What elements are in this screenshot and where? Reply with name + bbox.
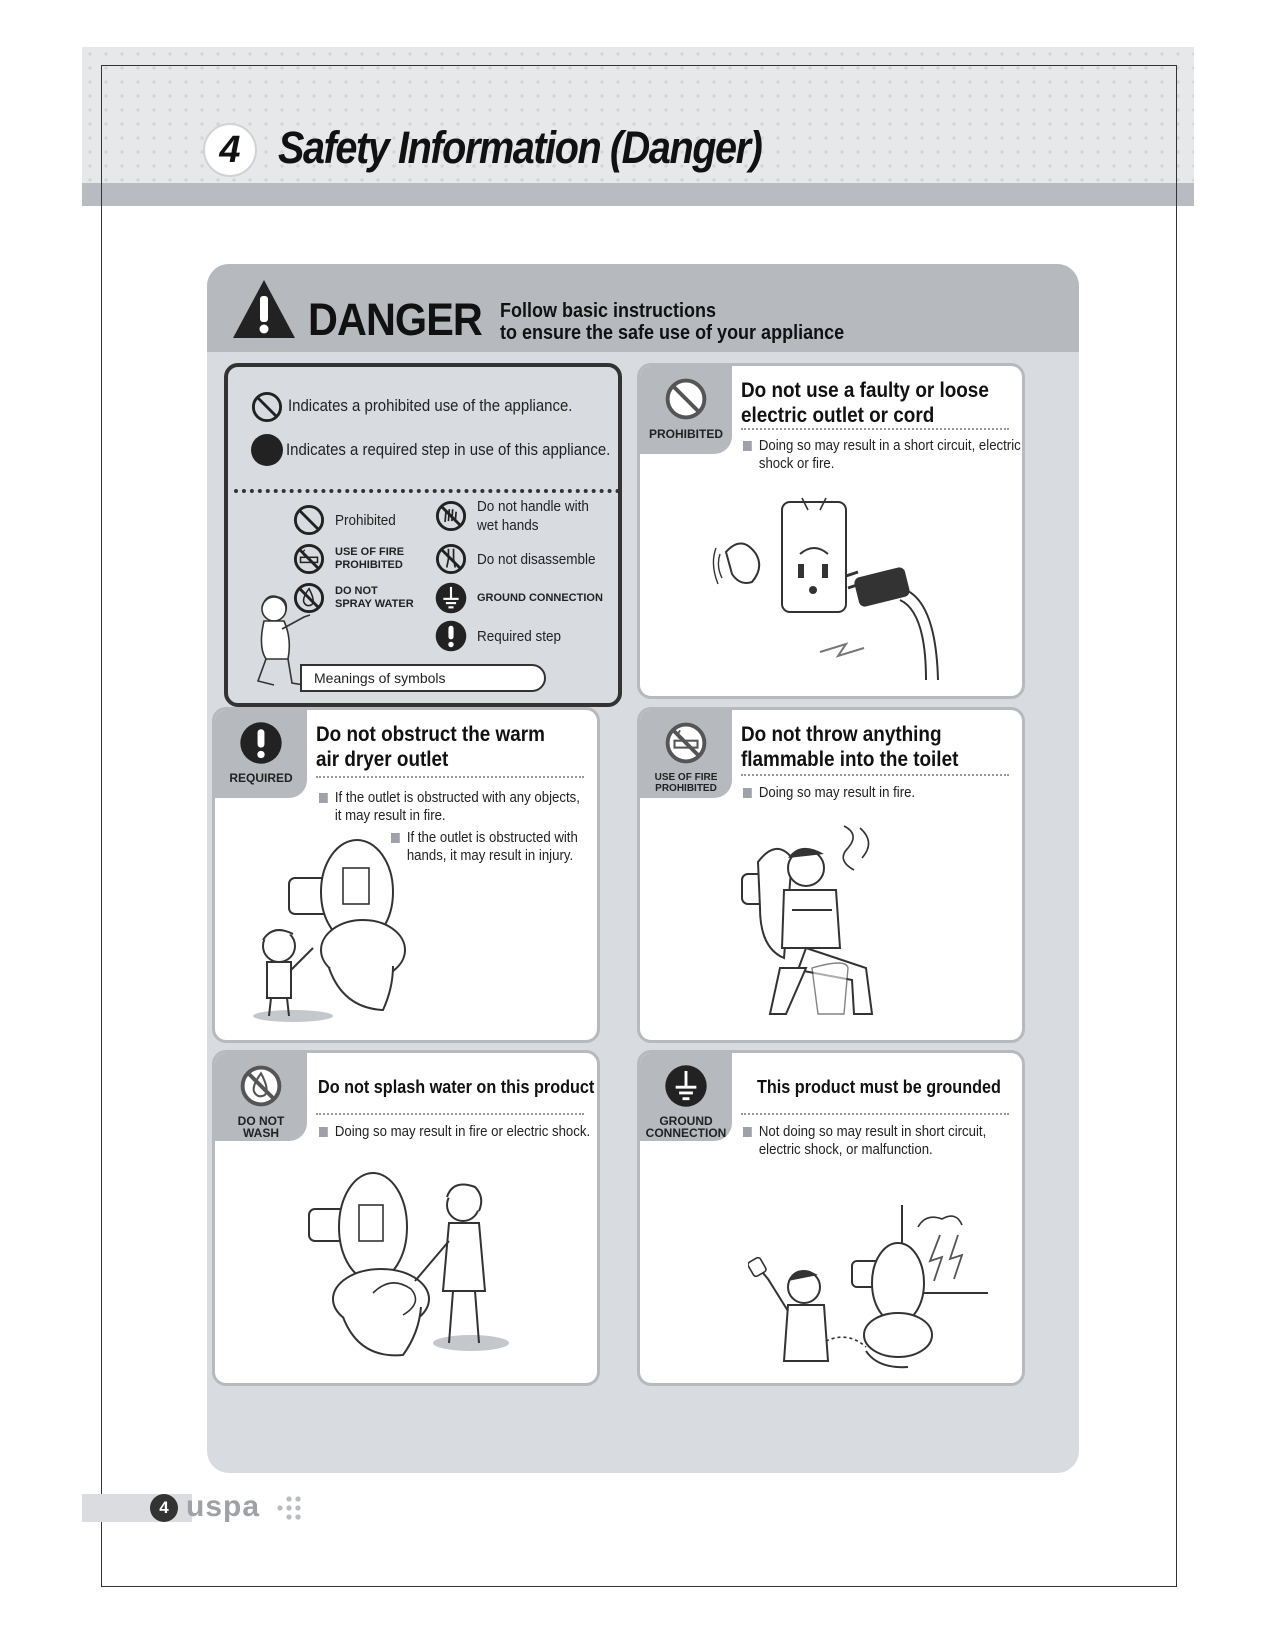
chapter-number: 4 <box>203 123 257 177</box>
card-tab-ground: GROUND CONNECTION <box>640 1053 732 1141</box>
danger-word: DANGER <box>308 294 482 345</box>
legend-symbol-ground: GROUND CONNECTION <box>434 581 603 615</box>
symbol-legend <box>224 363 622 707</box>
card-divider <box>741 774 1009 776</box>
woman-splashing-toilet-illustration <box>303 1171 513 1367</box>
man-grounding-toilet-illustration <box>748 1201 998 1371</box>
wet-hands-icon <box>434 499 468 533</box>
danger-header <box>207 264 1079 352</box>
no-fire-icon <box>663 720 709 766</box>
legend-divider <box>234 489 620 493</box>
card-flammable-toilet <box>637 707 1025 1043</box>
legend-symbol-no-fire: USE OF FIRE PROHIBITED <box>292 542 404 576</box>
card-faulty-outlet <box>637 363 1025 699</box>
legend-symbol-no-disassemble: Do not disassemble <box>434 542 609 576</box>
footer-page-number: 4 <box>150 1494 178 1522</box>
card-title: Do not obstruct the warm air dryer outlet <box>316 723 545 771</box>
card-grounded <box>637 1050 1025 1386</box>
warning-triangle-icon <box>231 278 297 340</box>
danger-panel <box>207 264 1079 1473</box>
ground-icon <box>663 1063 709 1109</box>
legend-symbol-prohibited: Prohibited <box>292 503 403 537</box>
card-tab-prohibited: PROHIBITED <box>640 366 732 454</box>
card-title: This product must be grounded <box>757 1077 1001 1097</box>
electric-outlet-illustration <box>712 494 962 684</box>
card-bullet: Doing so may result in fire or electric shock. <box>319 1123 590 1141</box>
no-fire-icon <box>292 542 326 576</box>
no-wash-icon <box>238 1063 284 1109</box>
prohibited-icon <box>250 390 284 424</box>
card-bullet-1: If the outlet is obstructed with any objects, it may result in fire. <box>319 789 580 825</box>
legend-symbol-wet-hands: Do not handle with wet hands <box>434 497 601 535</box>
card-air-dryer-outlet <box>212 707 600 1043</box>
smoking-man-toilet-illustration <box>736 818 896 1028</box>
child-toilet-illustration <box>243 838 423 1026</box>
legend-prohibited-text: Indicates a prohibited use of the appliance. <box>288 396 573 415</box>
card-divider <box>741 428 1009 430</box>
page-title: Safety Information (Danger) <box>278 122 762 173</box>
card-bullet: Doing so may result in fire. <box>743 784 915 802</box>
card-title: Do not splash water on this product <box>318 1077 595 1097</box>
ground-icon <box>434 581 468 615</box>
no-disassemble-icon <box>434 542 468 576</box>
prohibited-icon <box>292 503 326 537</box>
card-bullet: Doing so may result in a short circuit, electric shock or fire. <box>743 437 1021 473</box>
required-icon <box>238 720 284 766</box>
card-title: Do not throw anything flammable into the toilet <box>741 723 959 771</box>
card-divider <box>316 1113 584 1115</box>
footer-brand-logo: uspa <box>186 1490 261 1523</box>
card-tab-required: REQUIRED <box>215 710 307 798</box>
legend-required-text: Indicates a required step in use of this appliance. <box>286 440 611 459</box>
danger-subtitle: Follow basic instructions to ensure the safe use of your appliance <box>500 300 845 344</box>
brand-dots-icon <box>276 1494 304 1522</box>
required-icon <box>434 619 468 653</box>
card-divider <box>741 1113 1009 1115</box>
card-divider <box>316 776 584 778</box>
prohibited-icon <box>663 376 709 422</box>
card-bullet: Not doing so may result in short circuit, electric shock, or malfunction. <box>743 1123 986 1159</box>
required-dot-icon <box>250 433 284 467</box>
meanings-of-symbols-label: Meanings of symbols <box>300 664 546 692</box>
legend-symbol-required: Required step <box>434 619 570 653</box>
card-title: Do not use a faulty or loose electric outlet or cord <box>741 379 989 427</box>
card-tab-no-fire: USE OF FIRE PROHIBITED <box>640 710 732 798</box>
card-tab-no-wash: DO NOT WASH <box>215 1053 307 1141</box>
card-bullet-2: If the outlet is obstructed with hands, it may result in injury. <box>391 829 578 865</box>
card-splash-water <box>212 1050 600 1386</box>
legend-symbol-no-spray: DO NOT SPRAY WATER <box>292 581 414 615</box>
